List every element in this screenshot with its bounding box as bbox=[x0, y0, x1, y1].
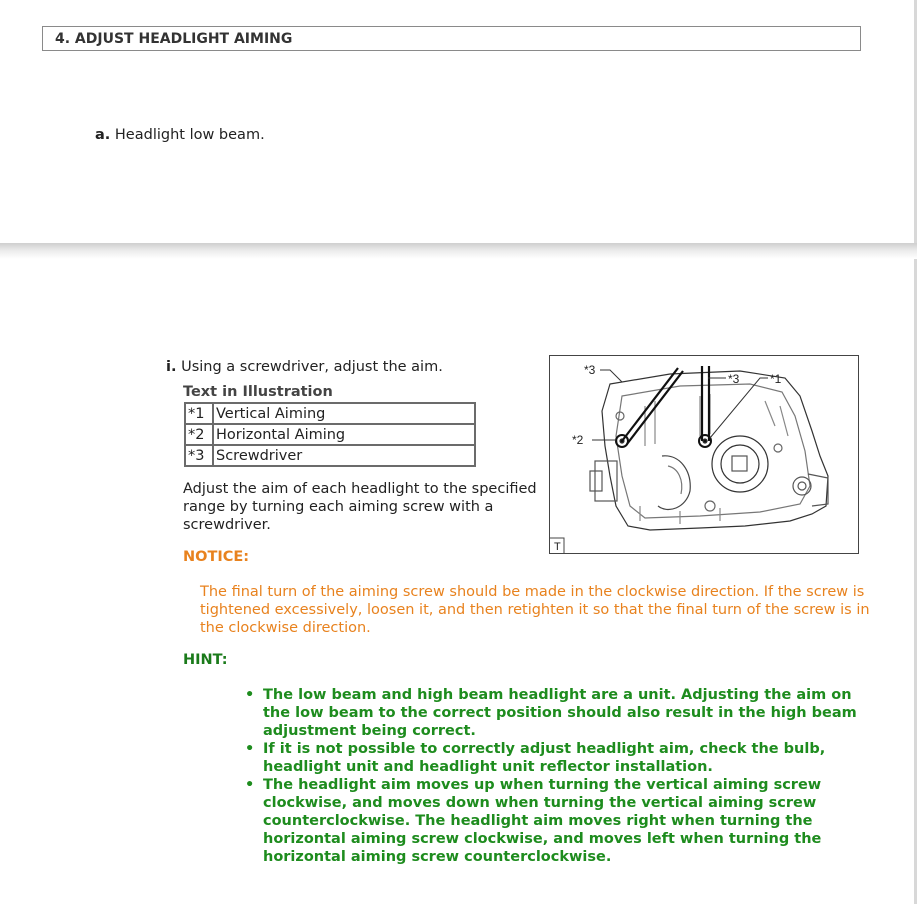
legend-code: *1 bbox=[185, 403, 213, 424]
hint-item: • The headlight aim moves up when turning the vertical aiming screw clockwise, and moves down when turning the vertical aiming screw counterclockwise. The headlight aim moves right when turning the horizontal aiming screw clockwise, and moves left when turning the horizontal aiming screw counterclockwise. bbox=[245, 776, 860, 866]
step-i bbox=[166, 359, 443, 375]
hint-item: • If it is not possible to correctly adjust headlight aim, check the bulb, headlight unit and headlight unit reflector installation. bbox=[245, 740, 860, 776]
page-separator bbox=[0, 243, 917, 259]
notice-text: The final turn of the aiming screw should be made in the clockwise direction. If the screw is tightened excessively, loosen it, and then retighten it so that the final turn of the screw is in the clockwise direction. bbox=[200, 584, 870, 636]
step-i-text: Using a screwdriver, adjust the aim. bbox=[181, 359, 443, 375]
legend-code: *2 bbox=[185, 424, 213, 445]
adjust-instruction: Adjust the aim of each headlight to the specified range by turning each aiming screw with a screwdriver. bbox=[183, 481, 537, 533]
step-i-marker: i. bbox=[166, 359, 177, 375]
legend-label: Vertical Aiming bbox=[213, 403, 475, 424]
right-tab bbox=[808, 474, 828, 506]
step-a-marker: a. bbox=[95, 127, 111, 143]
screwdriver-left bbox=[622, 368, 683, 444]
headlight-drawing bbox=[550, 356, 858, 553]
step-a bbox=[95, 127, 265, 143]
legend-label: Horizontal Aiming bbox=[213, 424, 475, 445]
legend-row bbox=[185, 403, 475, 424]
illustration-title: Text in Illustration bbox=[183, 384, 333, 400]
hint-list bbox=[245, 686, 860, 866]
hint-item: • The low beam and high beam headlight are a unit. Adjusting the aim on the low beam to the correct position should also result in the high beam adjustment being correct. bbox=[245, 686, 860, 740]
legend-row bbox=[185, 424, 475, 445]
callout-3a: *3 bbox=[584, 363, 596, 377]
callout-1: *1 bbox=[770, 372, 782, 386]
callout-corner: T bbox=[554, 541, 561, 553]
section-title: 4. ADJUST HEADLIGHT AIMING bbox=[55, 31, 293, 47]
legend-label: Screwdriver bbox=[213, 445, 475, 466]
callout-2: *2 bbox=[572, 433, 584, 447]
legend-row bbox=[185, 445, 475, 466]
step-a-text: Headlight low beam. bbox=[114, 127, 265, 143]
section-header bbox=[42, 26, 861, 51]
legend-code: *3 bbox=[185, 445, 213, 466]
callout-3b: *3 bbox=[728, 372, 740, 386]
headlight-illustration bbox=[549, 355, 859, 554]
leader-1 bbox=[710, 378, 768, 438]
hint-label: HINT: bbox=[183, 652, 228, 668]
illustration-legend-table bbox=[184, 402, 476, 467]
screwdriver-right bbox=[702, 366, 709, 441]
leader-3a bbox=[600, 370, 622, 382]
secondary-socket bbox=[658, 456, 690, 510]
notice-label: NOTICE: bbox=[183, 549, 250, 565]
